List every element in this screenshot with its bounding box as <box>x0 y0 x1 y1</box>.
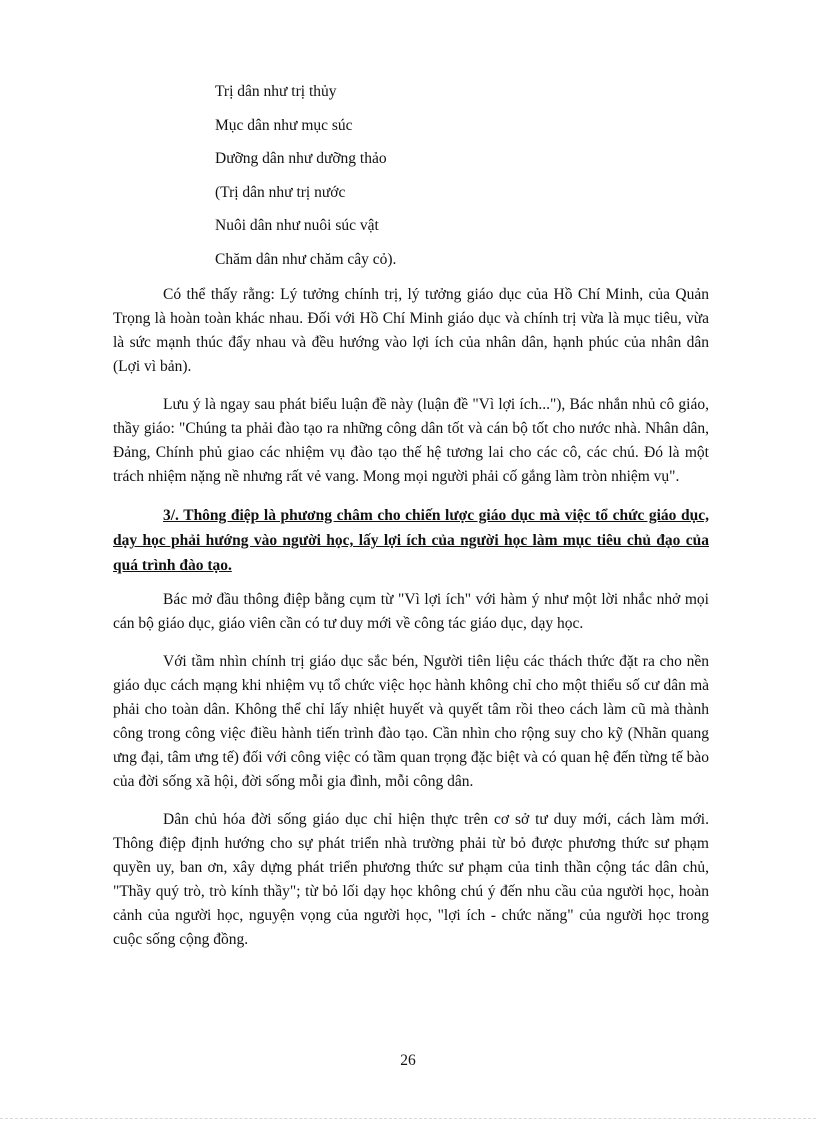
poem-line: Dưỡng dân như dưỡng thảo <box>215 150 387 167</box>
paragraph: Dân chủ hóa đời sống giáo dục chỉ hiện thực trên cơ sở tư duy mới, cách làm mới. Thông điệp định hướng cho sự phát triển nhà trường phải từ bỏ được phương thức sư phạm quyền uy, ban ơn, xây dựng phát triển phương thức sư phạm của tinh thần cộng tác dân chủ, "Thầy quý trò, trò kính thầy"; từ bỏ lối dạy học không chú ý đến nhu cầu của người học, hoàn cảnh của người học, nguyện vọng của người học, "lợi ích - chức năng" của người học trong cuộc sống cộng đồng. <box>113 811 709 948</box>
paragraph: Có thể thấy rằng: Lý tưởng chính trị, lý tưởng giáo dục của Hồ Chí Minh, của Quản Trọng là hoàn toàn khác nhau. Đối với Hồ Chí Minh giáo dục và chính trị vừa là mục tiêu, vừa là sức mạnh thúc đẩy nhau và đều hướng vào lợi ích của nhân dân, hạnh phúc của nhân dân (Lợi vì bản). <box>113 286 709 375</box>
poem-line: Mục dân như mục súc <box>215 116 353 134</box>
paragraph: Với tầm nhìn chính trị giáo dục sắc bén, Người tiên liệu các thách thức đặt ra cho nền giáo dục cách mạng khi nhiệm vụ tổ chức việc học hành không chỉ cho một thiểu số cư dân mà phải cho toàn dân. Không thể chỉ lấy nhiệt huyết và quyết tâm rồi theo cách làm cũ mà thành công trong công việc điều hành tiến trình đào tạo. Cần nhìn cho rộng suy cho kỹ (Nhãn quang ưng đại, tâm ưng tế) đối với công việc có tầm quan trọng đặc biệt và có quan hệ đến từng tế bào của đời sống xã hội, đời sống mỗi gia đình, mỗi công dân. <box>113 653 709 790</box>
poem-line: Trị dân như trị thủy <box>215 83 337 100</box>
quoted-poem <box>215 80 396 281</box>
page-number: 26 <box>400 1052 416 1069</box>
poem-line: Nuôi dân như nuôi súc vật <box>215 217 379 234</box>
poem-line: Chăm dân như chăm cây cỏ). <box>215 250 397 268</box>
body-text <box>113 283 709 962</box>
section-heading: 3/. Thông điệp là phương châm cho chiến lược giáo dục mà việc tổ chức giáo dục, dạy học phải hướng vào người học, lấy lợi ích của người học làm mục tiêu chủ đạo của quá trình đào tạo. <box>113 507 709 574</box>
page-bottom-divider <box>0 1118 816 1119</box>
paragraph: Lưu ý là ngay sau phát biểu luận đề này (luận đề "Vì lợi ích..."), Bác nhắn nhủ cô giáo, thầy giáo: "Chúng ta phải đào tạo ra những công dân tốt và cán bộ tốt cho nước nhà. Nhân dân, Đảng, Chính phủ giao các nhiệm vụ đào tạo thế hệ tương lai cho các cô, các chú. Đó là một trách nhiệm nặng nề nhưng rất vẻ vang. Mong mọi người phải cố gắng làm tròn nhiệm vụ". <box>113 396 709 485</box>
paragraph: Bác mở đầu thông điệp bằng cụm từ "Vì lợi ích" với hàm ý như một lời nhắc nhở mọi cán bộ giáo dục, giáo viên cần có tư duy mới về công tác giáo dục, dạy học. <box>113 591 709 632</box>
poem-line: (Trị dân như trị nước <box>215 183 346 201</box>
